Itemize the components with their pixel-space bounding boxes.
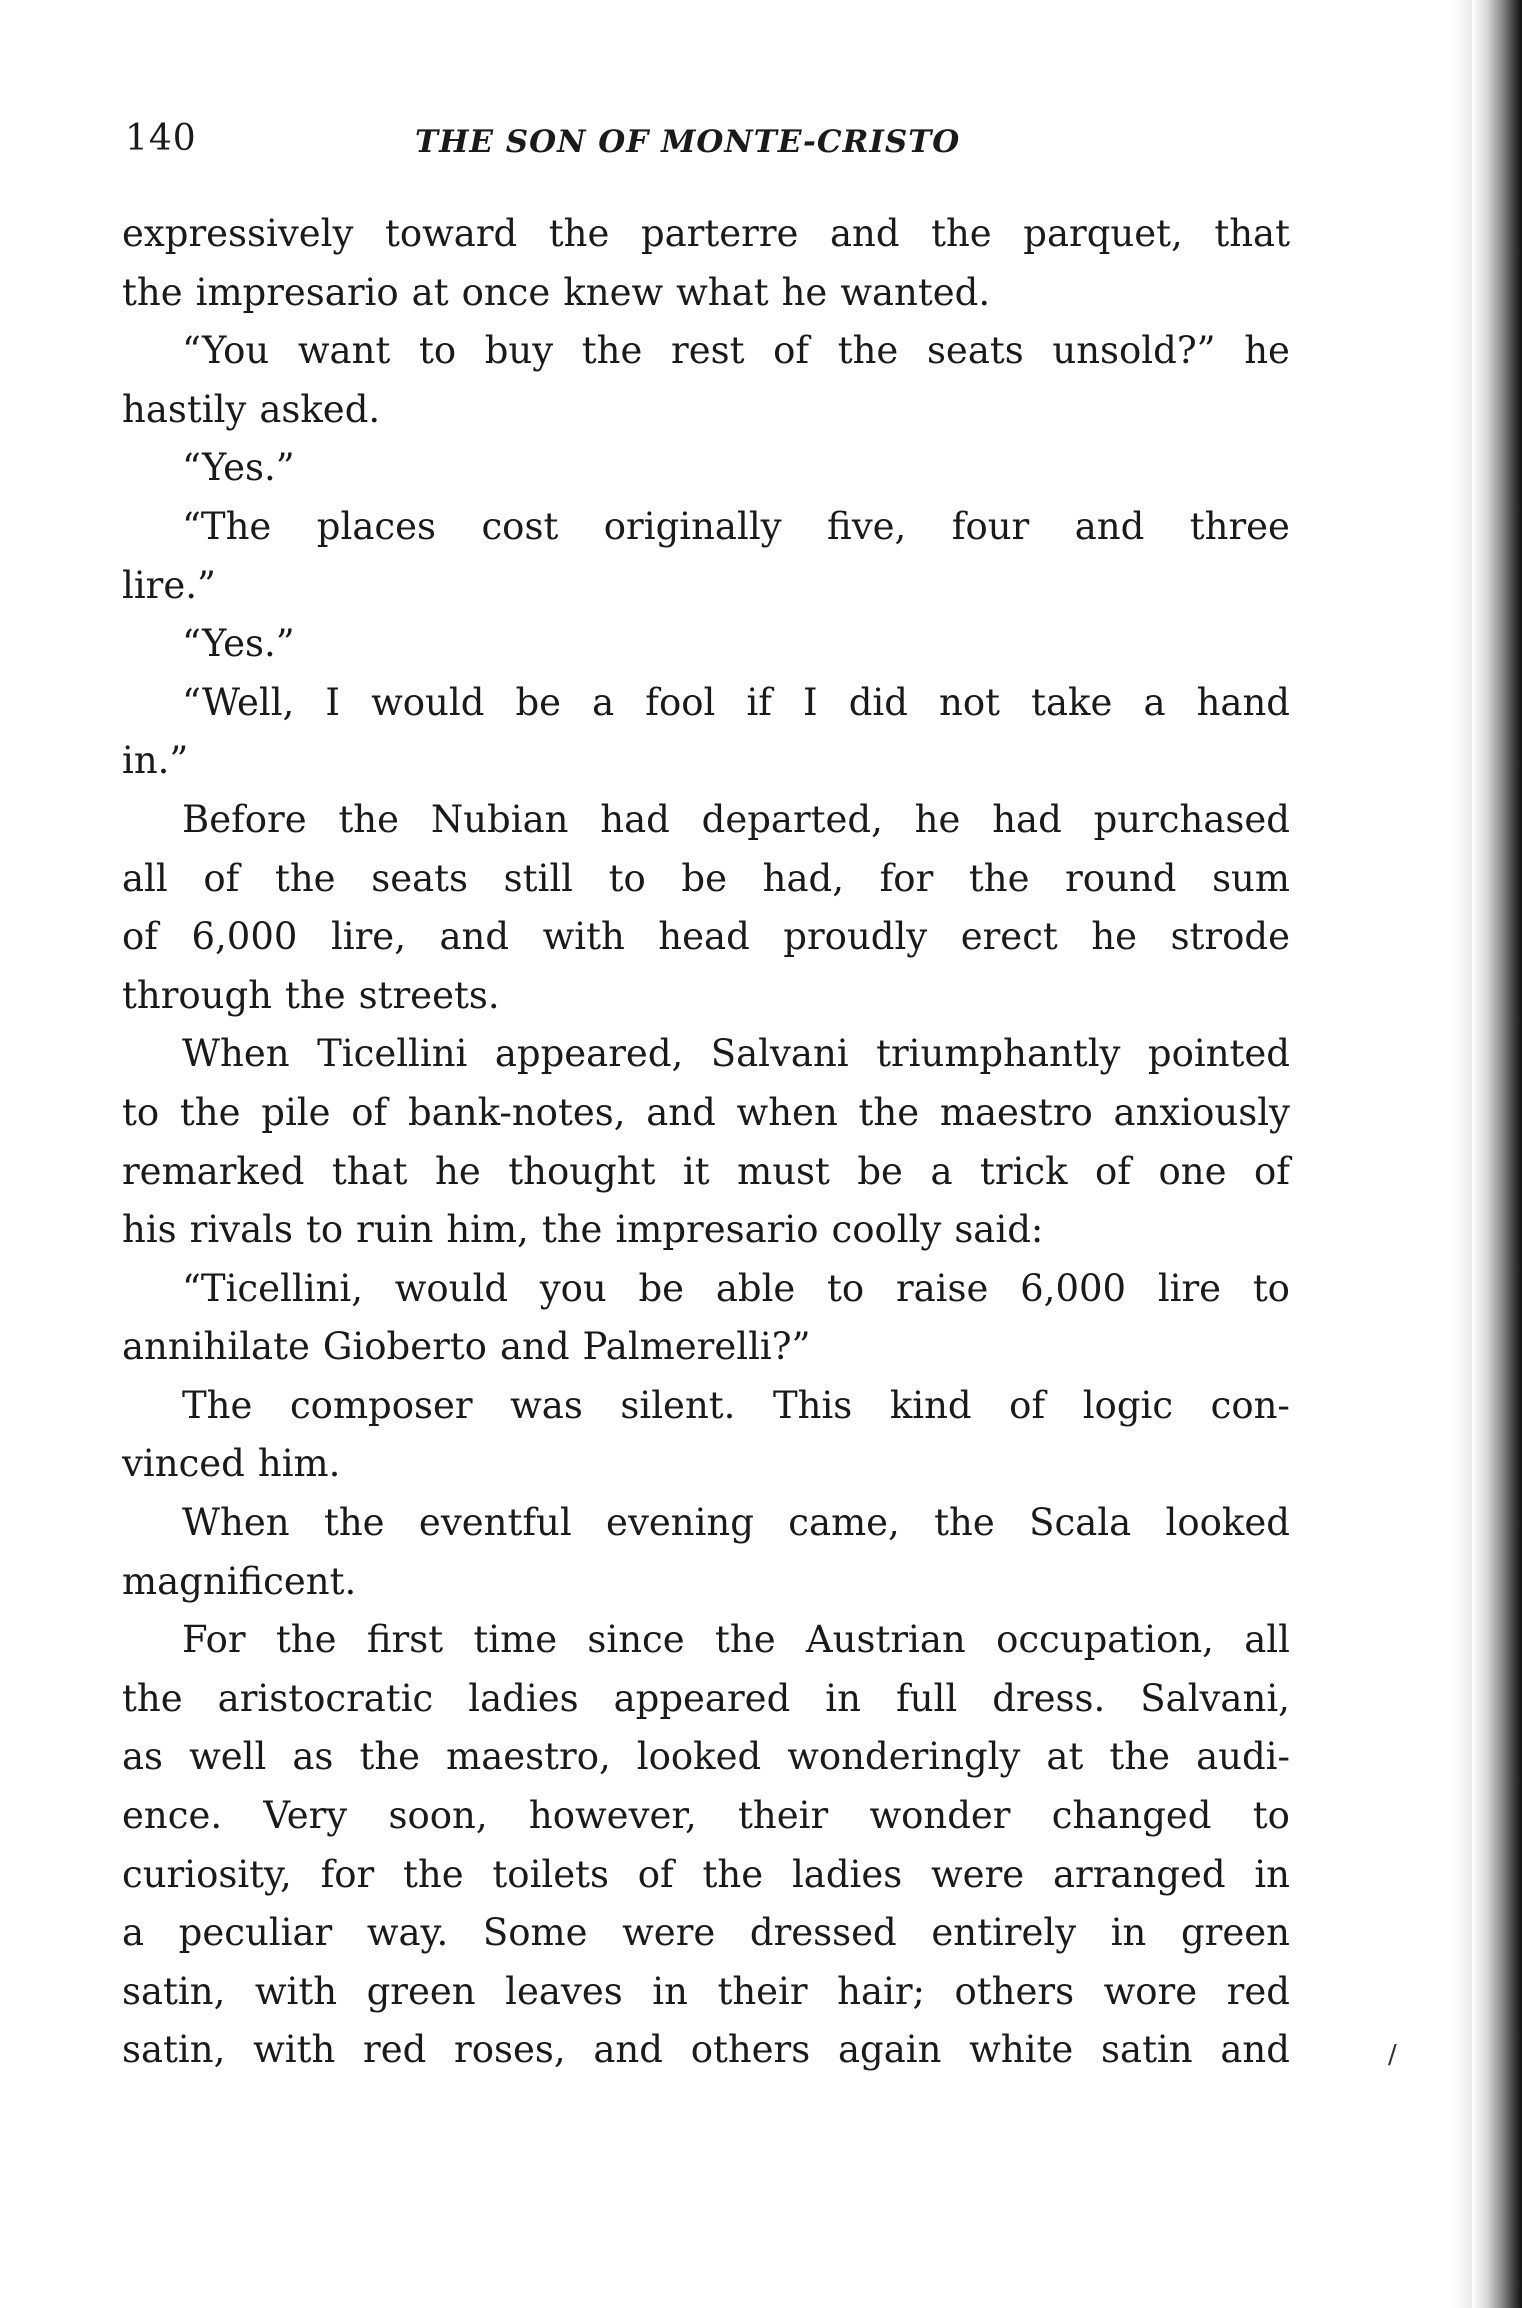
word: he (435, 1149, 481, 1193)
word: the (541, 1208, 603, 1252)
word: with (542, 915, 625, 959)
word: did (848, 680, 908, 724)
word: he (781, 270, 828, 314)
word: logic (1082, 1383, 1174, 1427)
word: that (331, 1149, 408, 1193)
word: first (366, 1618, 444, 1662)
word: Salvani, (1140, 1676, 1290, 1720)
word: lire (1157, 1266, 1222, 1310)
word: “The (182, 504, 272, 548)
word: of (637, 1852, 674, 1896)
word: were (622, 1911, 716, 1955)
text-line (122, 1260, 1290, 1319)
word: the (581, 329, 643, 373)
text-line (122, 1377, 1290, 1436)
word: seats (371, 856, 469, 900)
word: When (182, 1032, 290, 1076)
word: you (539, 1266, 607, 1310)
word: places (316, 504, 436, 548)
word: appeared, (494, 1032, 684, 1076)
word: through (122, 973, 273, 1017)
word: the (274, 856, 336, 900)
word: maestro (939, 1090, 1093, 1134)
word: occupation, (996, 1618, 1214, 1662)
word: Scala (1029, 1501, 1132, 1545)
word: time (473, 1618, 558, 1662)
word: eventful (418, 1501, 572, 1545)
word: looked (636, 1735, 762, 1779)
word: thought (508, 1149, 656, 1193)
word: came, (788, 1501, 900, 1545)
word: pointed (1147, 1032, 1290, 1076)
word: parterre (640, 212, 799, 255)
word: a (930, 1149, 953, 1193)
word: the (934, 1501, 995, 1545)
word: pile (261, 1090, 331, 1134)
text-line (122, 498, 1290, 557)
word: “You (182, 329, 270, 373)
word: the (702, 1852, 764, 1896)
text-line (122, 381, 1290, 440)
word: appeared (613, 1676, 791, 1720)
word: hair; (837, 1969, 925, 2013)
word: of (1254, 1149, 1290, 1193)
binding-shadow (1452, 0, 1472, 2308)
word: Gioberto (322, 1325, 487, 1369)
word: must (737, 1149, 830, 1193)
word: the (179, 1090, 241, 1134)
word: his (122, 1208, 177, 1252)
word: Austrian (805, 1618, 966, 1662)
word: con- (1210, 1383, 1290, 1427)
word: a (1143, 680, 1166, 724)
word: white (969, 2028, 1074, 2072)
word: expressively (122, 212, 354, 255)
word: way. (366, 1911, 449, 1955)
word: others (954, 1969, 1075, 2013)
word: dressed (749, 1911, 897, 1955)
book-binding-edge (1472, 0, 1522, 2308)
text-line (122, 1846, 1290, 1905)
word: able (715, 1266, 796, 1310)
word: I (325, 680, 340, 724)
word: at (411, 270, 449, 314)
word: what (676, 270, 769, 314)
text-line (122, 1435, 1290, 1494)
word: trick (980, 1149, 1068, 1193)
word: to (827, 1266, 865, 1310)
word: for (320, 1852, 375, 1896)
word: changed (1051, 1794, 1212, 1838)
word: full (896, 1676, 958, 1720)
word: of (122, 915, 158, 959)
body-text (122, 205, 1290, 2080)
word: all (122, 856, 168, 900)
word: once (461, 270, 551, 314)
word: be (857, 1149, 903, 1193)
word: leaves (505, 1969, 623, 2013)
word: “Well, (182, 680, 295, 724)
word: unsold?” (1052, 329, 1216, 373)
word: originally (603, 504, 782, 548)
word: the (122, 1676, 183, 1720)
word: the (403, 1852, 464, 1896)
word: proudly (783, 915, 928, 959)
word: and (1220, 2028, 1290, 2072)
word: he (1091, 915, 1138, 959)
word: take (1031, 680, 1113, 724)
word: however, (528, 1794, 697, 1838)
word: to (305, 1208, 344, 1252)
word: curiosity, (122, 1852, 292, 1896)
word: to (608, 856, 646, 900)
word: satin, (122, 1969, 226, 2013)
word: in.” (122, 739, 189, 783)
word: in (825, 1676, 861, 1720)
text-line (122, 1494, 1290, 1553)
word: the (285, 973, 346, 1017)
word: had (600, 797, 670, 841)
margin-stray-mark: / (1388, 2040, 1397, 2070)
word: green (366, 1969, 476, 2013)
word: For (182, 1618, 246, 1662)
word: anxiously (1113, 1090, 1290, 1134)
word: peculiar (178, 1911, 333, 1955)
text-line (122, 322, 1290, 381)
word: erect (960, 915, 1058, 959)
word: When (182, 1501, 290, 1545)
word: well (189, 1735, 267, 1779)
word: of (1095, 1149, 1132, 1193)
word: impresario (195, 270, 399, 314)
word: looked (1165, 1501, 1290, 1545)
word: Very (263, 1794, 348, 1838)
word: sum (1212, 856, 1290, 900)
word: Palmerelli?” (582, 1325, 811, 1369)
word: in (652, 1969, 688, 2013)
word: as (122, 1735, 164, 1779)
word: the (837, 329, 899, 373)
word: and (1074, 504, 1145, 548)
word: a (592, 680, 615, 724)
word: knew (563, 270, 664, 314)
word: that (1214, 212, 1290, 255)
word: satin (1101, 2028, 1193, 2072)
text-line (122, 967, 1290, 1026)
word: would (371, 680, 485, 724)
word: were (931, 1852, 1025, 1896)
word: hastily (122, 387, 247, 431)
word: with (254, 1969, 338, 2013)
text-line (122, 732, 1290, 791)
word: asked. (259, 387, 381, 431)
word: of (1009, 1383, 1046, 1427)
word: coolly (831, 1208, 942, 1252)
word: purchased (1093, 797, 1290, 841)
word: in (1254, 1852, 1290, 1896)
word: as (292, 1735, 334, 1779)
word: bank-notes, (408, 1090, 626, 1134)
word: Before (182, 797, 307, 841)
text-line (122, 1787, 1290, 1846)
text-line (122, 1084, 1290, 1143)
word: arranged (1052, 1852, 1226, 1896)
word: red (1226, 1969, 1290, 2013)
word: roses, (454, 2028, 566, 2072)
text-line (122, 1025, 1290, 1084)
word: entirely (931, 1911, 1077, 1955)
word: fool (645, 680, 716, 724)
text-line (122, 1728, 1290, 1787)
word: I (803, 680, 818, 724)
word: rivals (189, 1208, 293, 1252)
word: be (681, 856, 727, 900)
word: wanted. (840, 270, 991, 314)
text-line (122, 205, 1290, 264)
word: “Yes.” (182, 446, 295, 490)
word: satin, (122, 2028, 226, 2072)
word: the (968, 856, 1030, 900)
text-line (122, 1904, 1290, 1963)
word: aristocratic (217, 1676, 434, 1720)
word: had (992, 797, 1062, 841)
word: silent. (620, 1383, 736, 1427)
word: streets. (358, 973, 500, 1017)
word: soon, (388, 1794, 488, 1838)
word: would (394, 1266, 509, 1310)
word: to (1252, 1794, 1290, 1838)
word: the (275, 1618, 337, 1662)
word: parquet, (1023, 212, 1183, 255)
word: vinced (122, 1442, 245, 1486)
word: still (503, 856, 573, 900)
word: the (122, 270, 183, 314)
word: of (203, 856, 240, 900)
word: four (951, 504, 1030, 548)
word: the (1109, 1735, 1171, 1779)
word: to (1252, 1266, 1290, 1310)
word: ladies (791, 1852, 903, 1896)
word: with (253, 2028, 336, 2072)
word: one (1158, 1149, 1227, 1193)
word: This (772, 1383, 853, 1427)
word: the (338, 797, 400, 841)
word: red (363, 2028, 427, 2072)
word: to (122, 1090, 160, 1134)
word: Nubian (430, 797, 569, 841)
word: Some (482, 1911, 588, 1955)
text-line (122, 1318, 1290, 1377)
word: wonderingly (787, 1735, 1021, 1779)
word: Ticellini (317, 1032, 468, 1076)
word: seats (926, 329, 1024, 373)
word: of (773, 329, 810, 373)
text-line (122, 439, 1290, 498)
word: wonder (869, 1794, 1011, 1838)
text-line (122, 2021, 1290, 2080)
word: wore (1103, 1969, 1198, 2013)
word: five, (827, 504, 907, 548)
word: 6,000 (1020, 1266, 1127, 1310)
word: the (858, 1090, 920, 1134)
text-line (122, 674, 1290, 733)
word: 6,000 (191, 915, 298, 959)
word: “Yes.” (182, 622, 295, 666)
word: since (587, 1618, 685, 1662)
text-line (122, 1611, 1290, 1670)
word: impresario (615, 1208, 819, 1252)
running-title: THE SON OF MONTE-CRISTO (415, 124, 961, 160)
word: Salvani (710, 1032, 849, 1076)
word: their (717, 1969, 808, 2013)
word: the (548, 212, 610, 255)
word: was (510, 1383, 583, 1427)
text-line (122, 1201, 1290, 1260)
word: if (746, 680, 772, 724)
word: he (914, 797, 961, 841)
word: lire, (330, 915, 406, 959)
word: not (939, 680, 1001, 724)
word: he (1244, 329, 1290, 373)
word: and (646, 1090, 716, 1134)
word: strode (1170, 915, 1290, 959)
word: the (359, 1735, 421, 1779)
word: annihilate (122, 1325, 310, 1369)
word: magnificent. (122, 1559, 357, 1603)
word: be (515, 680, 562, 724)
word: ladies (468, 1676, 579, 1720)
word: be (638, 1266, 685, 1310)
word: maestro, (446, 1735, 611, 1779)
word: green (1180, 1911, 1290, 1955)
word: for (879, 856, 934, 900)
word: toilets (492, 1852, 609, 1896)
text-line (122, 791, 1290, 850)
word: remarked (122, 1149, 305, 1193)
word: ence. (122, 1794, 223, 1838)
word: and (439, 915, 510, 959)
word: of (351, 1090, 388, 1134)
text-line (122, 1963, 1290, 2022)
word: evening (606, 1501, 754, 1545)
word: round (1065, 856, 1177, 900)
word: him. (257, 1442, 341, 1486)
text-line (122, 557, 1290, 616)
word: “Ticellini, (182, 1266, 363, 1310)
word: their (738, 1794, 829, 1838)
page-number: 140 (125, 118, 197, 159)
word: The (182, 1383, 253, 1427)
text-line (122, 615, 1290, 674)
word: and (829, 212, 900, 255)
word: cost (481, 504, 559, 548)
word: dress. (992, 1676, 1106, 1720)
text-line (122, 1143, 1290, 1202)
word: said: (954, 1208, 1044, 1252)
word: the (323, 1501, 385, 1545)
word: to (418, 329, 457, 373)
word: hand (1196, 680, 1290, 724)
page-header (125, 118, 1290, 178)
word: toward (384, 212, 518, 255)
word: three (1189, 504, 1290, 548)
word: others (690, 2028, 811, 2072)
word: departed, (701, 797, 883, 841)
word: lire.” (122, 563, 216, 607)
word: raise (895, 1266, 989, 1310)
text-line (122, 850, 1290, 909)
text-line (122, 264, 1290, 323)
word: triumphantly (876, 1032, 1121, 1076)
word: had, (762, 856, 844, 900)
word: again (837, 2028, 942, 2072)
word: in (1110, 1911, 1147, 1955)
text-line (122, 1670, 1290, 1729)
word: him, (446, 1208, 529, 1252)
word: kind (889, 1383, 972, 1427)
word: a (122, 1911, 145, 1955)
word: the (931, 212, 992, 255)
word: all (1244, 1618, 1290, 1662)
word: at (1046, 1735, 1084, 1779)
word: buy (484, 329, 554, 373)
text-line (122, 908, 1290, 967)
word: rest (671, 329, 745, 373)
text-line (122, 1553, 1290, 1612)
word: audi- (1196, 1735, 1290, 1779)
word: and (593, 2028, 663, 2072)
word: want (297, 329, 391, 373)
word: it (682, 1149, 710, 1193)
word: the (715, 1618, 776, 1662)
word: when (736, 1090, 838, 1134)
word: composer (289, 1383, 473, 1427)
word: and (499, 1325, 570, 1369)
word: head (658, 915, 750, 959)
word: ruin (356, 1208, 434, 1252)
